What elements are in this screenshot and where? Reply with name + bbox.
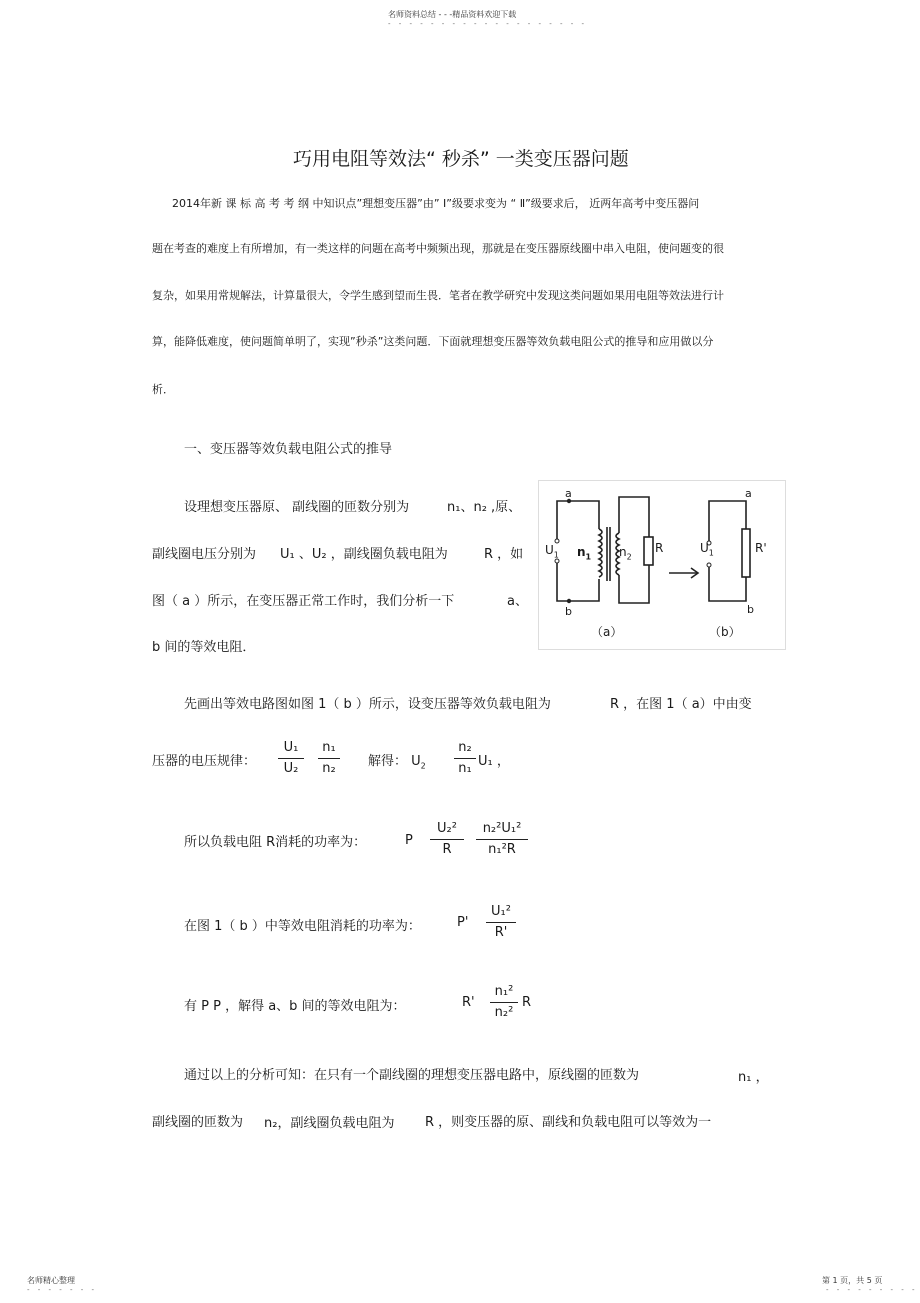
para4-lead: 在图 1（ b ）中等效电阻消耗的功率为：	[184, 919, 421, 934]
para1-line4: b 间的等效电阻．	[152, 640, 256, 655]
solve-label: 解得： $U_2$	[368, 754, 426, 771]
caption-a: （a）	[591, 625, 623, 639]
para2-tail: U₁ ，	[478, 754, 510, 769]
caption-b: （b）	[709, 625, 741, 639]
label-b2: b	[747, 603, 754, 616]
label-rprime: R'	[755, 541, 767, 555]
para1-vars: n₁、n₂ ,原、	[447, 500, 522, 515]
para5-r: R	[522, 995, 532, 1010]
label-b: b	[565, 605, 572, 618]
intro-line: 题在考查的难度上有所增加，有一类这样的问题在高考中频频出现，那就是在变压器原线圈中串入电阻，使问题变的很	[152, 242, 724, 255]
para1-line2: 副线圈电压分别为	[152, 547, 257, 562]
label-r: R	[655, 541, 664, 555]
circuit-diagram	[539, 481, 785, 649]
page-title: 巧用电阻等效法“ 秒杀” 一类变压器问题	[293, 148, 629, 170]
footer-left-dots: - - - - - - -	[27, 1286, 98, 1294]
para1-line1: 设理想变压器原、 副线圈的匝数分别为	[184, 500, 410, 515]
para6-n2: n₂，副线圈负载电阻为	[264, 1116, 395, 1131]
fraction-u1-u2: U₁ U₂	[278, 739, 304, 778]
header-dots: - - - - - - - - - - - - - - - - - - -	[388, 20, 588, 28]
para2-line1-r: R ，在图 1（ a）中由变	[610, 697, 752, 712]
fraction-n1-n2: n₁ n₂	[318, 739, 340, 778]
para5-lead: 有 P P ，解得 a、b 间的等效电阻为：	[184, 999, 406, 1014]
para1-line3: 图（ a ）所示，在变压器正常工作时，我们分析一下	[152, 594, 455, 609]
label-n2: $n_2$	[619, 545, 632, 562]
intro-line: 析．	[152, 383, 174, 396]
header-text: 名师资料总结 - - -精品资料欢迎下载	[388, 10, 517, 19]
footer-left: 名师精心整理	[27, 1276, 75, 1285]
intro-line: 算，能降低难度，使问题简单明了，实现”秒杀”这类问题．下面就理想变压器等效负载电阻公式的推导和应用做以分	[152, 335, 714, 348]
section-heading: 一、变压器等效负载电阻公式的推导	[184, 442, 393, 457]
intro-line: 2014年新 课 标 高 考 考 纲 中知识点”理想变压器”由” Ⅰ”级要求变为 “ Ⅱ”级要求后， 近两年高考中变压器问	[172, 197, 700, 210]
para1-line3-a: a、	[507, 594, 528, 609]
para6-line2-b: R ，则变压器的原、副线和负载电阻可以等效为一	[425, 1115, 712, 1130]
footer-page: 第 1 页，共 5 页	[822, 1276, 883, 1285]
para3-lead: 所以负载电阻 R消耗的功率为：	[184, 835, 367, 850]
label-a: a	[565, 487, 572, 500]
para6-n1: n₁ ，	[738, 1070, 769, 1085]
label-n1: $n_1$	[577, 545, 592, 562]
para5-rprime: R'	[462, 995, 475, 1010]
fraction-n2-n1: n₂ n₁	[454, 739, 476, 778]
label-u1: $U_1$	[545, 543, 559, 560]
para1-line2-r: R ，如	[484, 547, 524, 562]
fraction-u2sq-r: U₂² R	[430, 820, 464, 859]
para1-line2-vars: U₁ 、U₂ ，副线圈负载电阻为	[280, 547, 448, 562]
label-a2: a	[745, 487, 752, 500]
fraction-n1sq-n2sq: n₁² n₂²	[490, 983, 518, 1022]
para3-p: P	[405, 833, 413, 848]
para2-line2: 压器的电压规律：	[152, 754, 257, 769]
fraction-power: n₂²U₁² n₁²R	[476, 820, 528, 859]
para6-line2: 副线圈的匝数为	[152, 1115, 244, 1130]
label-u1b: $U_1$	[700, 541, 714, 558]
intro-line: 复杂，如果用常规解法，计算量很大，令学生感到望而生畏．笔者在教学研究中发现这类问题如果用电阻等效法进行计	[152, 289, 724, 302]
fraction-u1sq-rprime: U₁² R'	[486, 903, 516, 942]
para2-line1: 先画出等效电路图如图 1（ b ）所示，设变压器等效负载电阻为	[184, 697, 551, 712]
para6-line1: 通过以上的分析可知：在只有一个副线圈的理想变压器电路中，原线圈的匝数为	[184, 1068, 640, 1083]
circuit-figure	[538, 480, 786, 650]
para4-p: P'	[457, 915, 469, 930]
footer-right-dots: - - - - - - - - -	[826, 1286, 918, 1294]
